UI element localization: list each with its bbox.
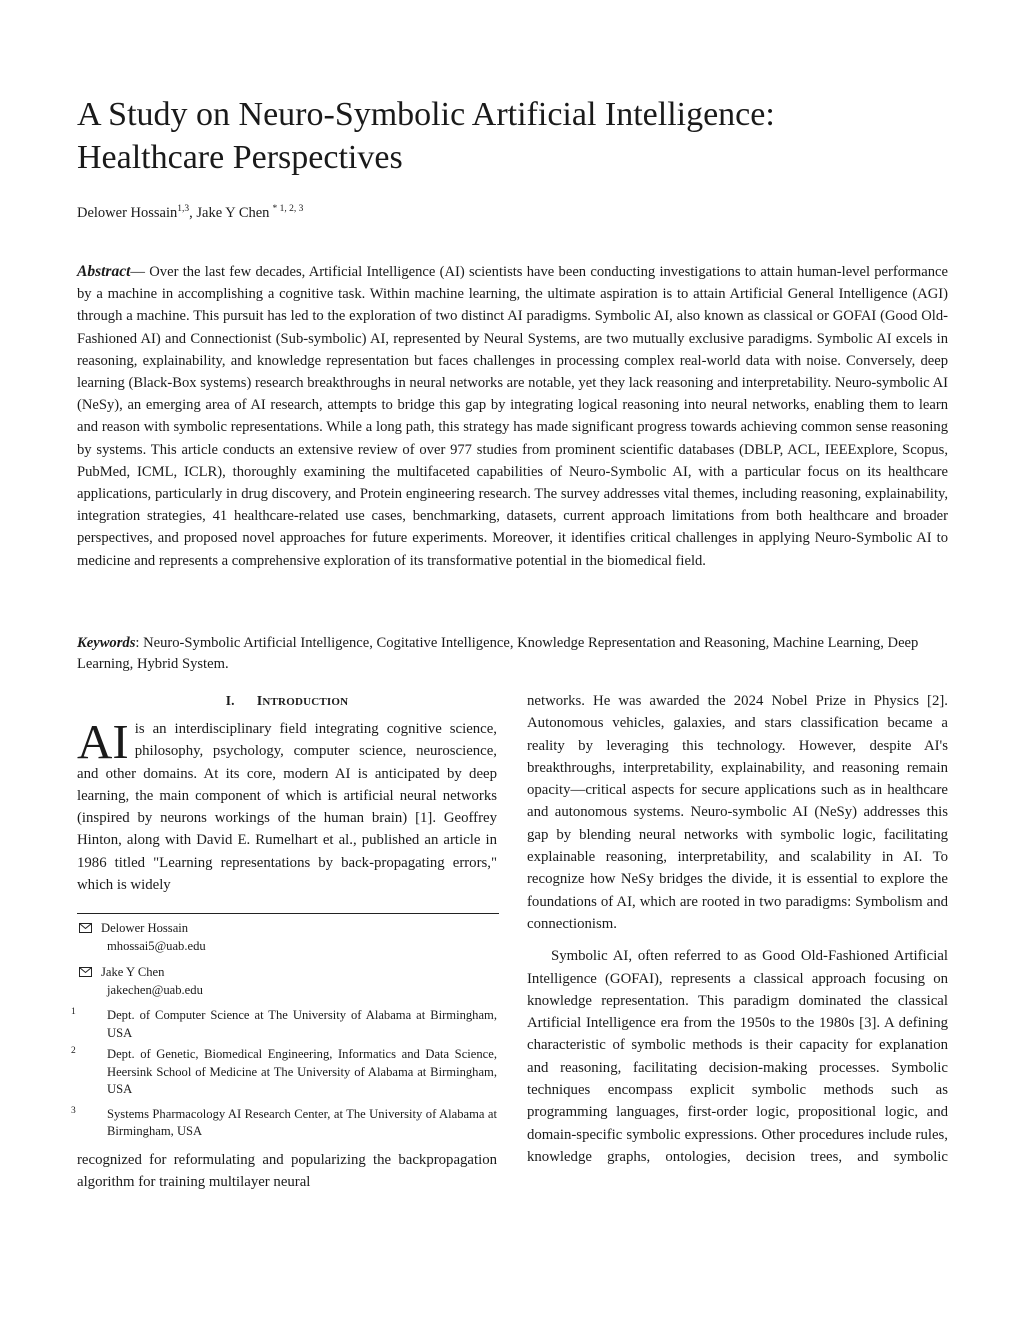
affiliation-3-text: Systems Pharmacology AI Research Center, at The University of Alabama at Birmingham, USA: [107, 1106, 497, 1139]
contact-author-1: [77, 920, 497, 955]
intro-paragraph-3: Symbolic AI, often referred to as Good Old-Fashioned Artificial Intelligence (GOFAI), represents a classical approach focusing on knowledge representation. This paradigm dominated the classical Artificial Intelligence era from the 1950s to the 1980s [3]. A defining characteristic of symbolic methods is their capacity for explanation and reasoning, facilitating decision-making processes. Symbolic techniques encompass explicit symbolic methods such as programming languages, first-order logic, propositional logic, and domain-specific symbolic expressions. Other procedures include rules, knowledge graphs, ontologies, decision trees, and symbolic: [527, 948, 948, 1165]
right-column: [527, 690, 948, 1168]
envelope-icon: [79, 923, 92, 933]
author-2-name: Jake Y Chen: [196, 204, 270, 221]
contact-1-name: Delower Hossain: [101, 921, 189, 936]
author-1-affiliation-marks: 1,3: [177, 204, 190, 214]
affiliation-2: [71, 1046, 497, 1099]
contact-2-name: Jake Y Chen: [101, 965, 165, 980]
keywords-text: : Neuro-Symbolic Artificial Intelligence, Cogitative Intelligence, Knowledge Representation and Reasoning, Machine Learning, Deep Learning, Hybrid System.: [77, 635, 919, 672]
author-list: [77, 199, 303, 223]
keywords-label: Keywords: [77, 635, 136, 651]
abstract: [77, 261, 948, 572]
envelope-icon: [79, 967, 92, 977]
abstract-dash: —: [130, 264, 150, 280]
intro-paragraph-1: [77, 714, 497, 896]
title-line-1: A Study on Neuro-Symbolic Artificial Intelligence:: [77, 96, 775, 133]
contact-author-2: [77, 964, 497, 999]
footnotes: [71, 920, 497, 1141]
paper-title: [77, 93, 957, 179]
contact-2-email[interactable]: jakechen@uab.edu: [107, 982, 203, 997]
intro-paragraph-1-text: is an interdisciplinary field integrating cognitive science, philosophy, psychology, computer science, neuroscience, and other domains. At its core, modern AI is anticipated by deep learning, the main component of which is artificial neural networks (inspired by neurons workings of the human brain) [1]. Geoffrey Hinton, along with David E. Rumelhart et al., published an article in 1986 titled "Learning representations by back-propagating errors," which is widely: [77, 721, 497, 894]
affiliation-2-text: Dept. of Genetic, Biomedical Engineering, Informatics and Data Science, Heersink School of Medicine at The University of Alabama at Birmingham, USA: [107, 1047, 497, 1097]
intro-paragraph-1-continued: recognized for reformulating and popularizing the backpropagation algorithm for training multilayer neural: [77, 1151, 497, 1191]
abstract-text: Over the last few decades, Artificial Intelligence (AI) scientists have been conducting investigations to attain human-level performance by a machine in accomplishing a cognitive task. Within machine learning, the ultimate aspiration is to attain Artificial General Intelligence (AGI) through a machine. This pursuit has led to the exploration of two distinct AI paradigms. Symbolic AI, also known as classical or GOFAI (Good Old-Fashioned AI) and Connectionist (Sub-symbolic) AI, represented by Neural Systems, are two mutually exclusive paradigms. Symbolic AI excels in reasoning, explainability, and knowledge representation but faces challenges in processing complex real-world data with noise. Conversely, deep learning (Black-Box systems) research breakthroughs in neural networks are notable, yet they lack reasoning and interpretability. Neuro-symbolic AI (NeSy), an emerging area of AI research, attempts to bridge this gap by integrating logical reasoning into neural networks, enabling them to learn and reason with symbolic representations. While a long path, this strategy has made significant progress towards achieving common sense reasoning by systems. This article conducts an extensive review of over 977 studies from prominent scientific databases (DBLP, ACL, IEEExplore, Scopus, PubMed, ICML, ICLR), thoroughly examining the multifaceted capabilities of Neuro-Symbolic AI, with a particular focus on its healthcare applications, particularly in drug discovery, and Protein engineering research. The survey addresses vital themes, including reasoning, explainability, integration strategies, 41 healthcare-related use cases, benchmarking, datasets, current approach limitations from both healthcare and broader perspectives, and proposed novel approaches for future experiments. Moreover, it identifies critical challenges in applying Neuro-Symbolic AI to medicine and represents a comprehensive exploration of its transformative potential in the biomedical field.: [77, 264, 948, 569]
title-line-2: Healthcare Perspectives: [77, 139, 403, 176]
affiliation-3-marker: 3: [71, 1105, 76, 1116]
affiliation-1: [71, 1007, 497, 1042]
drop-cap: AI: [77, 714, 129, 769]
section-heading-introduction: [77, 690, 497, 712]
intro-paragraph-2: networks. He was awarded the 2024 Nobel Prize in Physics [2]. Autonomous vehicles, galaxies, and stars classification became a reality by leveraging this technology. However, despite AI's breakthroughs, interpretability, explainability, and reasoning remain opacity—critical aspects for secure applications such as in healthcare and autonomous systems. Neuro-symbolic AI (NeSy) addresses this gap by blending neural networks with symbolic logic, facilitating explainable reasoning, interpretability, and scalability in AI. To recognize how NeSy bridges the divide, it is essential to explore the foundations of AI, which are rooted in two paradigms: Symbolism and connectionism.: [527, 693, 948, 932]
section-title-rest: NTRODUCTION: [262, 696, 349, 708]
section-title-initial: I: [256, 694, 263, 709]
author-2-affiliation-marks: * 1, 2, 3: [272, 204, 304, 214]
keywords: [77, 633, 948, 674]
contact-1-email[interactable]: mhossai5@uab.edu: [107, 938, 206, 953]
affiliation-1-marker: 1: [71, 1007, 76, 1018]
affiliation-3: [71, 1105, 497, 1141]
affiliation-1-text: Dept. of Computer Science at The University of Alabama at Birmingham, USA: [107, 1008, 497, 1040]
affiliation-2-marker: 2: [71, 1046, 76, 1057]
left-column: [71, 690, 497, 1193]
section-number: I.: [225, 693, 235, 708]
author-1-name: Delower Hossain: [77, 204, 178, 221]
footnote-divider: [77, 913, 499, 914]
author-separator: ,: [189, 204, 197, 221]
abstract-label: Abstract: [77, 263, 131, 280]
